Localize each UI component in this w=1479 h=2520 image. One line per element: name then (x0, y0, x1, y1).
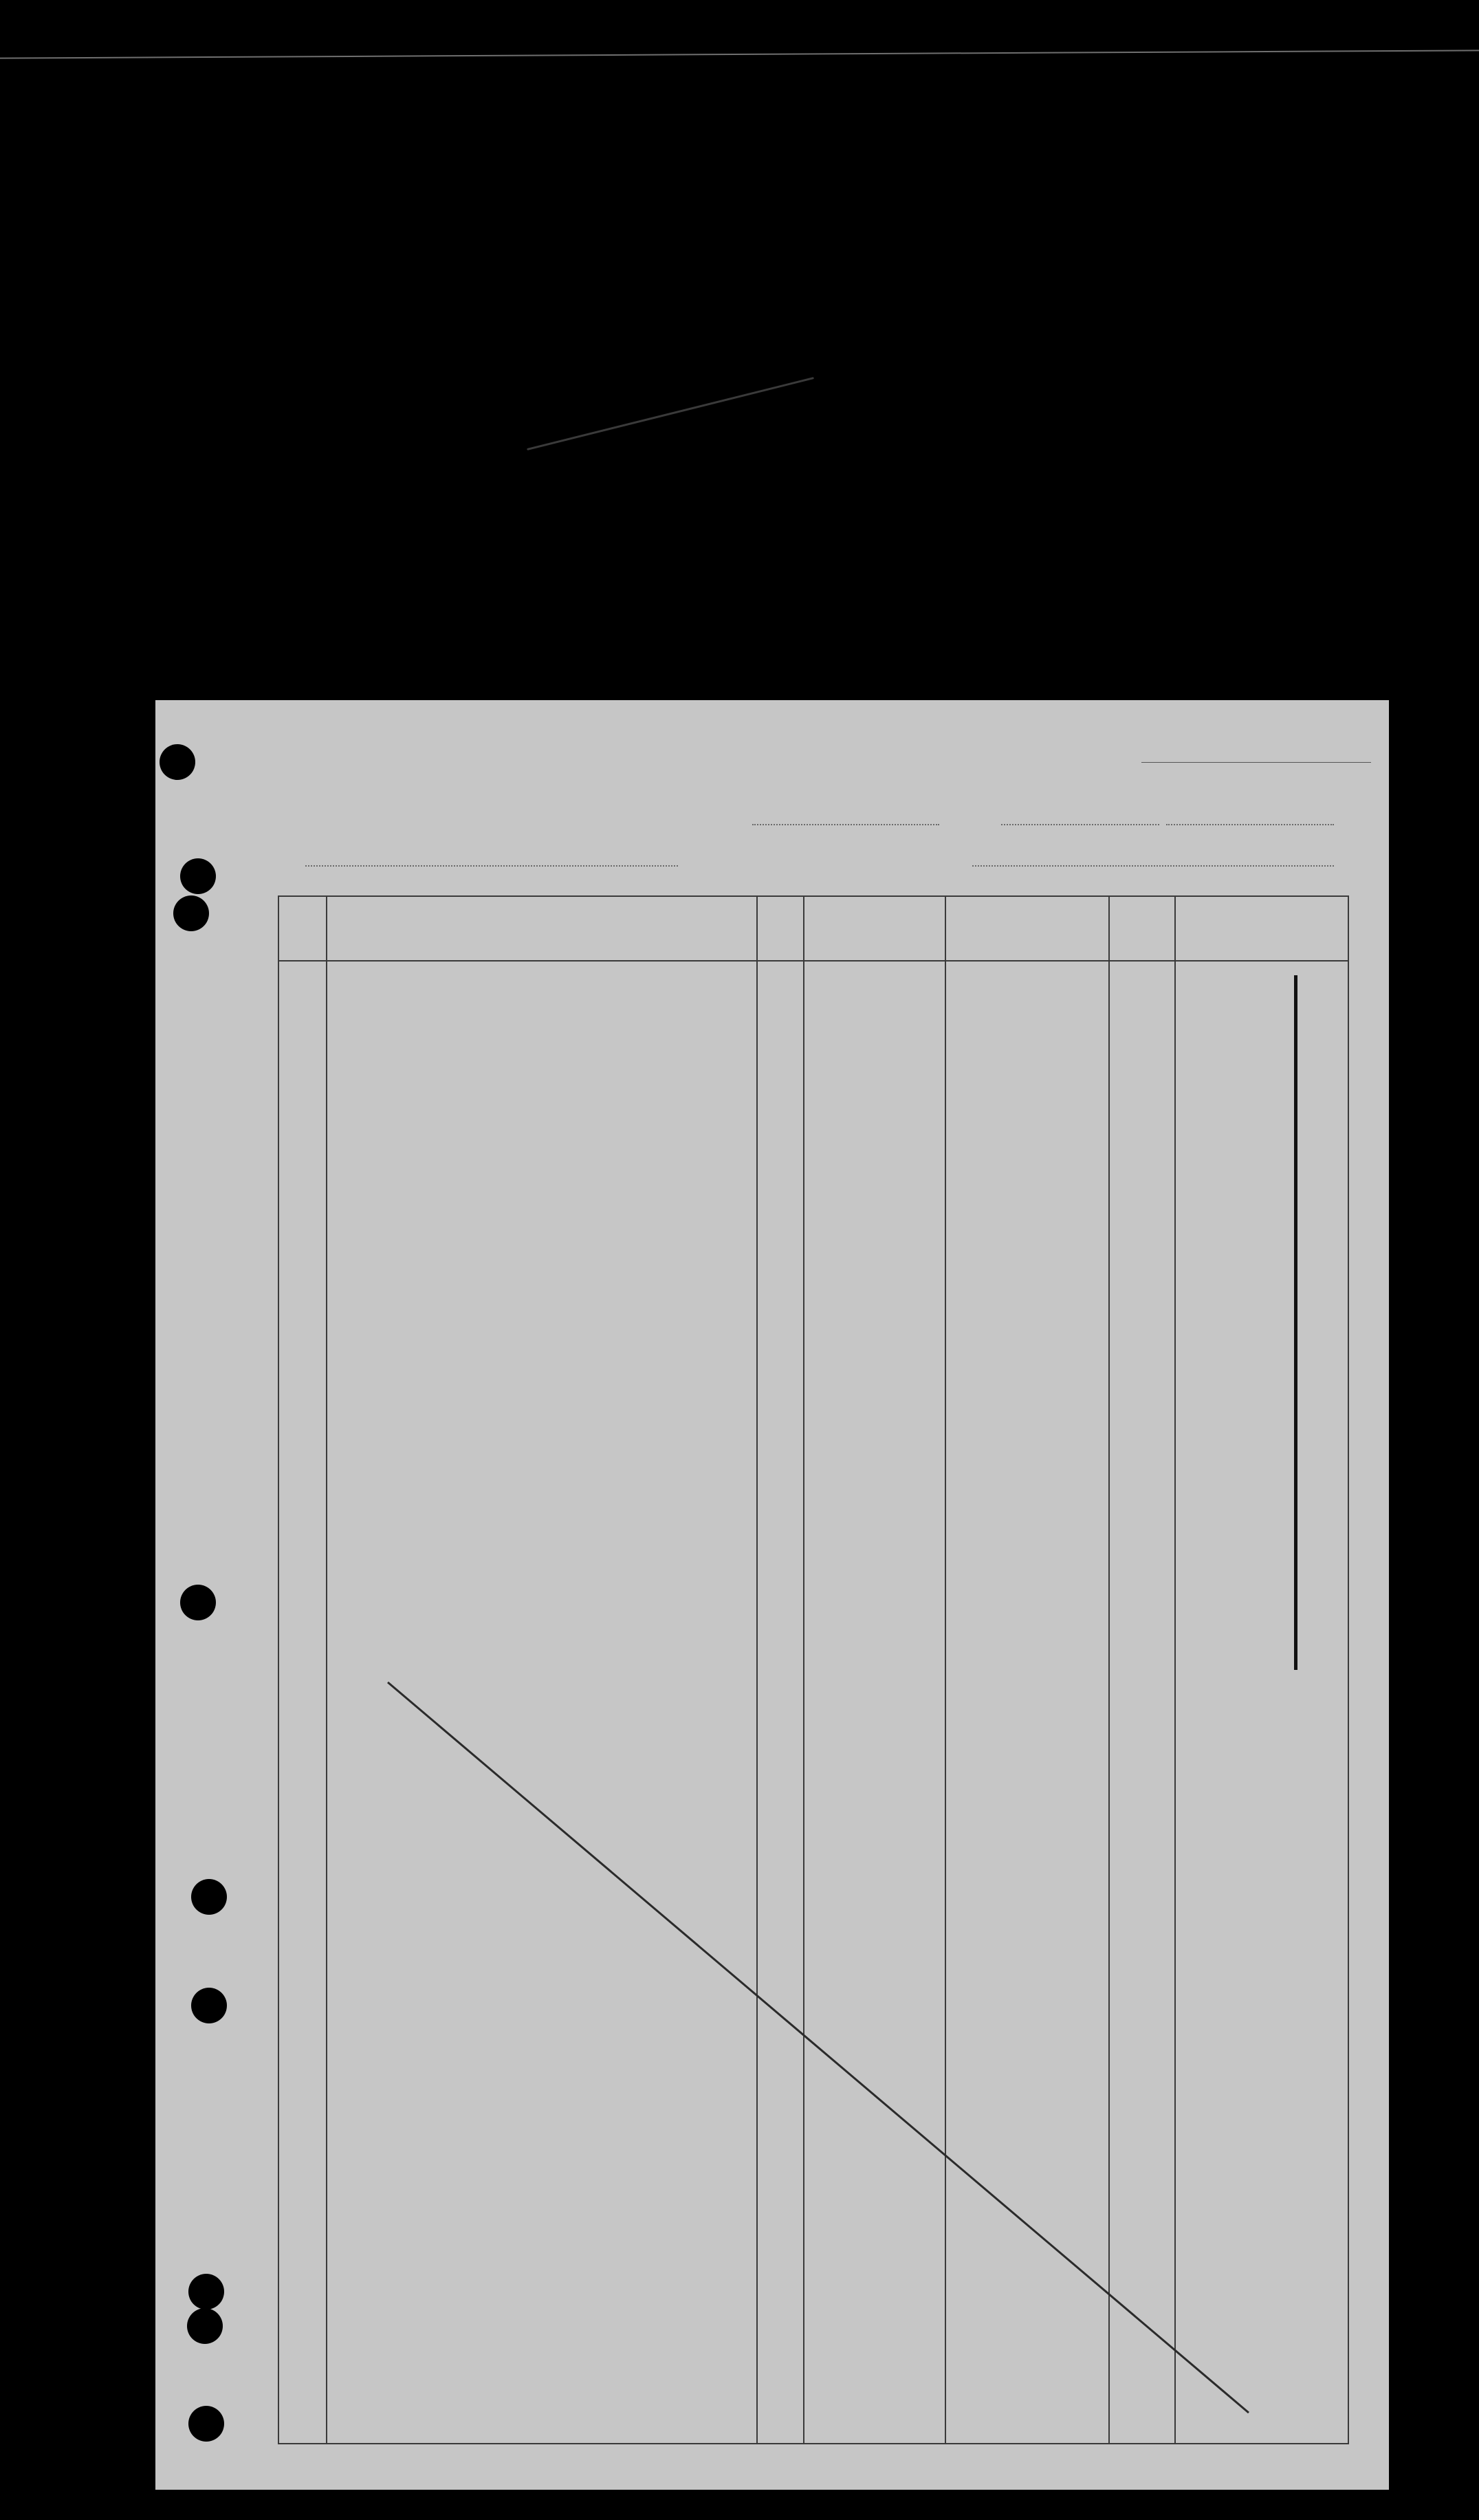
unused-lines-strike (155, 700, 1389, 2490)
film-edge-line (0, 50, 1479, 58)
film-scratch (527, 377, 814, 450)
manifest-page (155, 700, 1389, 2490)
